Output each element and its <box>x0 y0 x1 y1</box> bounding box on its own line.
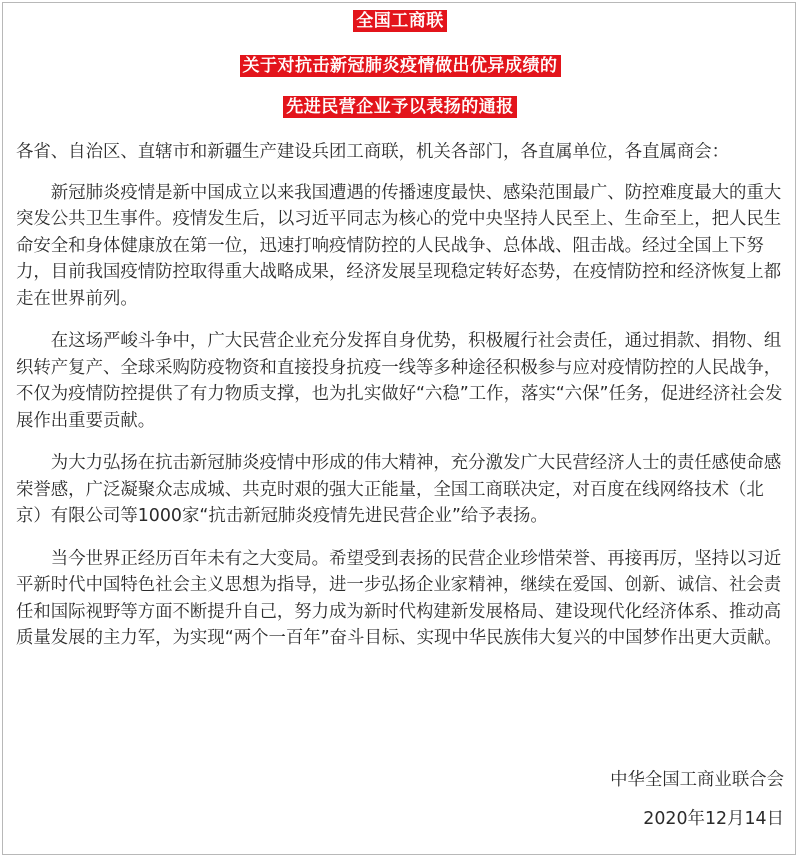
document-body <box>16 139 786 668</box>
signature-organization: 中华全国工商业联合会 <box>610 770 784 790</box>
paragraph-3: 为大力弘扬在抗击新冠肺炎疫情中形成的伟大精神，充分激发广大民营经济人士的责任感使命感荣誉感，广泛凝聚众志成城、共克时艰的强大正能量，全国工商联决定，对百度在线网络技术（北京）有限公司等1000家“抗击新冠肺炎疫情先进民营企业”给予表扬。 <box>16 453 782 526</box>
signature-date: 2020年12月14日 <box>643 809 784 829</box>
title-line-2-wrapper <box>0 55 800 77</box>
title-line-3-wrapper <box>0 96 800 118</box>
document-title-main: 关于对抗击新冠肺炎疫情做出优异成绩的 <box>240 55 561 77</box>
document-title-subject: 先进民营企业予以表扬的通报 <box>283 96 517 118</box>
salutation: 各省、自治区、直辖市和新疆生产建设兵团工商联，机关各部门，各直属单位，各直属商会： <box>16 142 730 162</box>
paragraph-2: 在这场严峻斗争中，广大民营企业充分发挥自身优势，积极履行社会责任，通过捐款、捐物、组织转产复产、全球采购防疫物资和直接投身抗疫一线等多种途径积极参与应对疫情防控的人民战争，不仅为疫情防控提供了有力物质支撑，也为扎实做好“六稳”工作，落实“六保”任务，促进经济社会发展作出重要贡献。 <box>16 331 783 431</box>
paragraph-4: 当今世界正经历百年未有之大变局。希望受到表扬的民营企业珍惜荣誉、再接再厉，坚持以习近平新时代中国特色社会主义思想为指导，进一步弘扬企业家精神，继续在爱国、创新、诚信、社会责任和国际视野等方面不断提升自己，努力成为新时代构建新发展格局、建设现代化经济体系、推动高质量发展的主力军，为实现“两个一百年”奋斗目标、实现中华民族伟大复兴的中国梦作出更大贡献。 <box>16 548 782 648</box>
document-title-issuer: 全国工商联 <box>353 10 447 32</box>
paragraph-1: 新冠肺炎疫情是新中国成立以来我国遭遇的传播速度最快、感染范围最广、防控难度最大的重大突发公共卫生事件。疫情发生后，以习近平同志为核心的党中央坚持人民至上、生命至上，把人民生命安全和身体健康放在第一位，迅速打响疫情防控的人民战争、总体战、阻击战。经过全国上下努力，目前我国疫情防控取得重大战略成果，经济发展呈现稳定转好态势，在疫情防控和经济恢复上都走在世界前列。 <box>16 182 782 309</box>
title-line-1-wrapper <box>0 10 800 32</box>
